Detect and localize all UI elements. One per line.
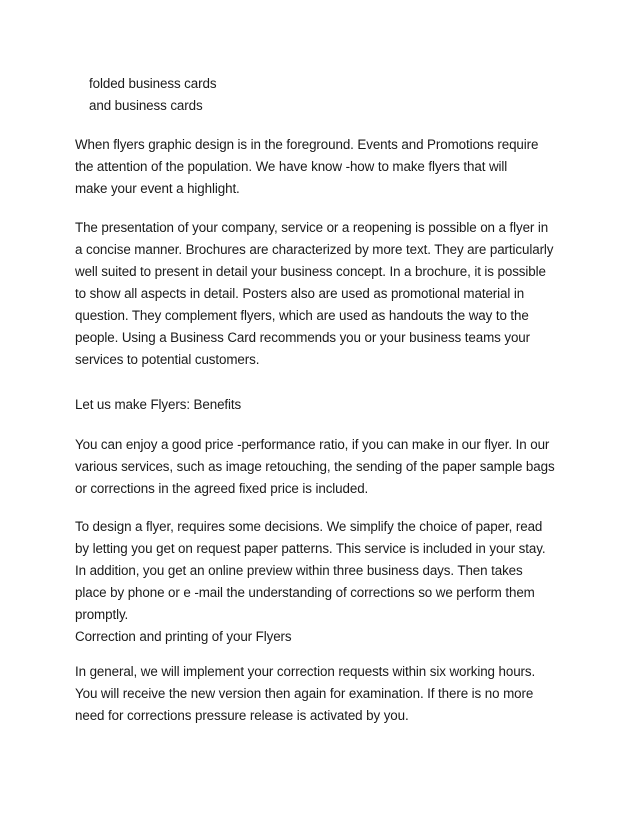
paragraph-line: To design a flyer, requires some decisions. We simplify the choice of paper, read — [75, 519, 543, 534]
paragraph-line: make your event a highlight. — [75, 181, 240, 196]
paragraph-line: well suited to present in detail your business concept. In a brochure, it is possible — [75, 264, 546, 279]
paragraph-price — [75, 434, 575, 500]
paragraph-design — [75, 516, 575, 648]
paragraph-intro — [75, 134, 575, 200]
paragraph-line: by letting you get on request paper patterns. This service is included in your stay. — [75, 541, 546, 556]
paragraph-line: In general, we will implement your correction requests within six working hours. — [75, 664, 536, 679]
paragraph-line: promptly. — [75, 607, 129, 622]
list-item: folded business cards — [89, 76, 217, 91]
paragraph-line: or corrections in the agreed fixed price is included. — [75, 481, 369, 496]
business-card-list — [75, 73, 575, 117]
section-heading-benefits — [75, 394, 575, 416]
paragraph-line: In addition, you get an online preview within three business days. Then takes — [75, 563, 523, 578]
paragraph-line: to show all aspects in detail. Posters also are used as promotional material in — [75, 286, 525, 301]
paragraph-line: place by phone or e -mail the understanding of corrections so we perform them — [75, 585, 535, 600]
paragraph-line: a concise manner. Brochures are characterized by more text. They are particularly — [75, 242, 554, 257]
paragraph-line: question. They complement flyers, which are used as handouts the way to the — [75, 308, 529, 323]
paragraph-line: need for corrections pressure release is activated by you. — [75, 708, 409, 723]
paragraph-line: The presentation of your company, service or a reopening is possible on a flyer in — [75, 220, 549, 235]
paragraph-line: people. Using a Business Card recommends you or your business teams your — [75, 330, 530, 345]
paragraph-line: You can enjoy a good price -performance ratio, if you can make in our flyer. In our — [75, 437, 550, 452]
paragraph-line: the attention of the population. We have know -how to make flyers that will — [75, 159, 508, 174]
paragraph-line: When flyers graphic design is in the foreground. Events and Promotions require — [75, 137, 539, 152]
paragraph-presentation — [75, 217, 575, 371]
section-heading: Correction and printing of your Flyers — [75, 629, 292, 644]
section-heading: Let us make Flyers: Benefits — [75, 397, 242, 412]
paragraph-line: services to potential customers. — [75, 352, 260, 367]
paragraph-line: You will receive the new version then again for examination. If there is no more — [75, 686, 534, 701]
paragraph-corrections — [75, 661, 575, 727]
paragraph-line: various services, such as image retouching, the sending of the paper sample bags — [75, 459, 555, 474]
list-item: and business cards — [89, 98, 203, 113]
